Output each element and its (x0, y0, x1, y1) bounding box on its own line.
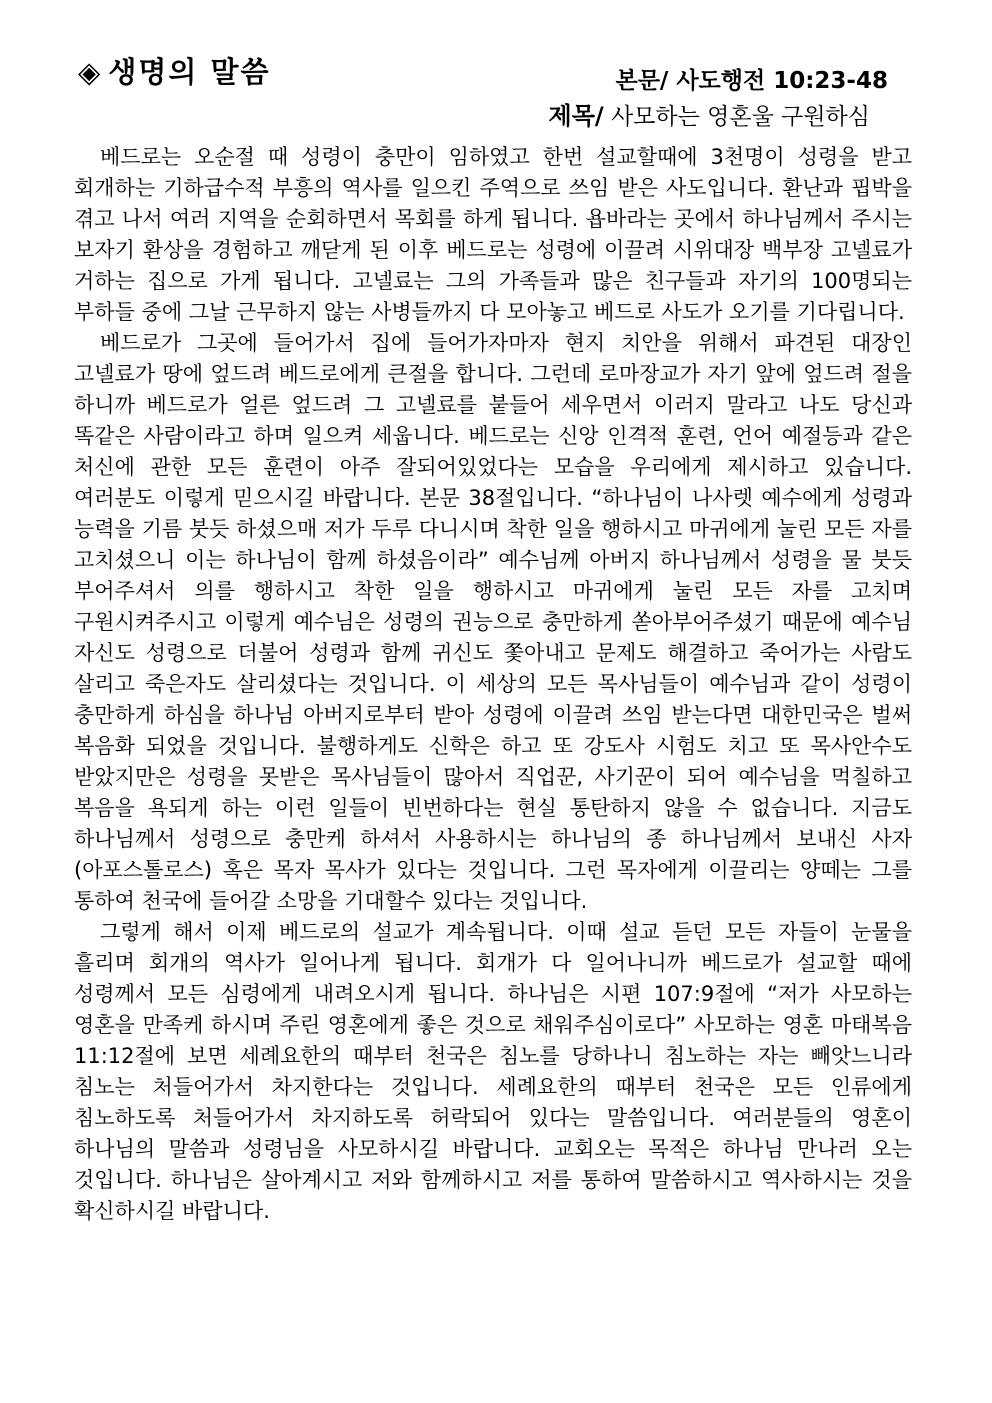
paragraph: 베드로가 그곳에 들어가서 집에 들어가자마자 현지 치안을 위해서 파견된 대장인 고넬료가 땅에 엎드려 베드로에게 큰절을 합니다. 그런데 로마장교가 자기 앞에 엎드려 절을 하니까 베드로가 얼른 엎드려 그 고넬료를 붙들어 세우면서 이러지 말라고 나도 당신과 똑같은 사람이라고 하며 일으켜 세웁니다. 베드로는 신앙 인격적 훈련, 언어 예절등과 같은 처신에 관한 모든 훈련이 아주 잘되어있었다는 모습을 우리에게 제시하고 있습니다. 여러분도 이렇게 믿으시길 바랍니다. 본문 38절입니다. “하나님이 나사렛 예수에게 성령과 능력을 기름 붓듯 하셨으매 저가 두루 다니시며 착한 일을 행하시고 마귀에게 눌린 모든 자를 고치셨으니 이는 하나님이 함께 하셨음이라” 예수님께 아버지 하나님께서 성령을 물 붓듯 부어주셔서 의를 행하시고 착한 일을 행하시고 마귀에게 눌린 모든 자를 고치며 구원시켜주시고 이렇게 예수님은 성령의 권능으로 충만하게 쏟아부어주셨기 때문에 예수님 자신도 성령으로 더불어 성령과 함께 귀신도 쫓아내고 문제도 해결하고 죽어가는 사람도 살리고 죽은자도 살리셨다는 것입니다. 이 세상의 모든 목사님들이 예수님과 같이 성령이 충만하게 하심을 하나님 아버지로부터 받아 성령에 이끌려 쓰임 받는다면 대한민국은 벌써 복음화 되었을 것입니다. 불행하게도 신학은 하고 또 강도사 시험도 치고 또 목사안수도 받았지만은 성령을 못받은 목사님들이 많아서 직업꾼, 사기꾼이 되어 예수님을 먹칠하고 복음을 욕되게 하는 이런 일들이 빈번하다는 현실 통탄하지 않을 수 없습니다. 지금도 하나님께서 성령으로 충만케 하셔서 사용하시는 하나님의 종 하나님께서 보내신 사자(아포스톨로스) 혹은 목자 목사가 있다는 것입니다. 그런 목자에게 이끌리는 양떼는 그를 통하여 천국에 들어갈 소망을 기대할수 있다는 것입니다. (74, 331, 912, 913)
scripture-label: 본문/ (615, 68, 669, 94)
page-title (78, 50, 270, 91)
sermon-subject (549, 96, 870, 131)
scripture-ref-text: 사도행전 10:23-48 (676, 68, 888, 94)
paragraph: 그렇게 해서 이제 베드로의 설교가 계속됩니다. 이때 설교 듣던 모든 자들이 눈물을 흘리며 회개의 역사가 일어나게 됩니다. 회개가 다 일어나니까 베드로가 설교할 때에 성령께서 모든 심령에게 내려오시게 됩니다. 하나님은 시편 107:9절에 “저가 사모하는 영혼을 만족케 하시며 주린 영혼에게 좋은 것으로 채워주심이로다” 사모하는 영혼 마태복음 11:12절에 보면 세례요한의 때부터 천국은 침노를 당하나니 침노하는 자는 빼앗느니라 침노는 처들어가서 차지한다는 것입니다. 세례요한의 때부터 천국은 모든 인류에게 침노하도록 처들어가서 차지하도록 허락되어 있다는 말씀입니다. 여러분들의 영혼이 하나님의 말씀과 성령님을 사모하시길 바랍니다. 교회오는 목적은 하나님 만나러 오는 것입니다. 하나님은 살아계시고 저와 함께하시고 저를 통하여 말씀하시고 역사하시는 것을 확신하시길 바랍니다. (74, 920, 912, 1223)
subject-label: 제목/ (548, 102, 604, 130)
paragraph: 베드로는 오순절 때 성령이 충만이 임하였고 한번 설교할때에 3천명이 성령을 받고 회개하는 기하급수적 부흥의 역사를 일으킨 주역으로 쓰임 받은 사도입니다. 환난과 핍박을 겪고 나서 여러 지역을 순회하면서 목회를 하게 됩니다. 욥바라는 곳에서 하나님께서 주시는 보자기 환상을 경험하고 깨닫게 된 이후 베드로는 성령에 이끌려 시위대장 백부장 고넬료가 거하는 집으로 가게 됩니다. 고넬료는 그의 가족들과 많은 친구들과 자기의 100명되는 부하들 중에 그날 근무하지 않는 사병들까지 다 모아놓고 베드로 사도가 오기를 기다립니다. (74, 145, 912, 324)
diamond-bullet-icon: ◈ (78, 55, 103, 89)
page-title-text: 생명의 말씀 (108, 55, 271, 89)
scripture-reference (615, 62, 888, 95)
subject-text: 사모하는 영혼울 구원하심 (610, 104, 870, 130)
sermon-body (74, 142, 912, 1227)
